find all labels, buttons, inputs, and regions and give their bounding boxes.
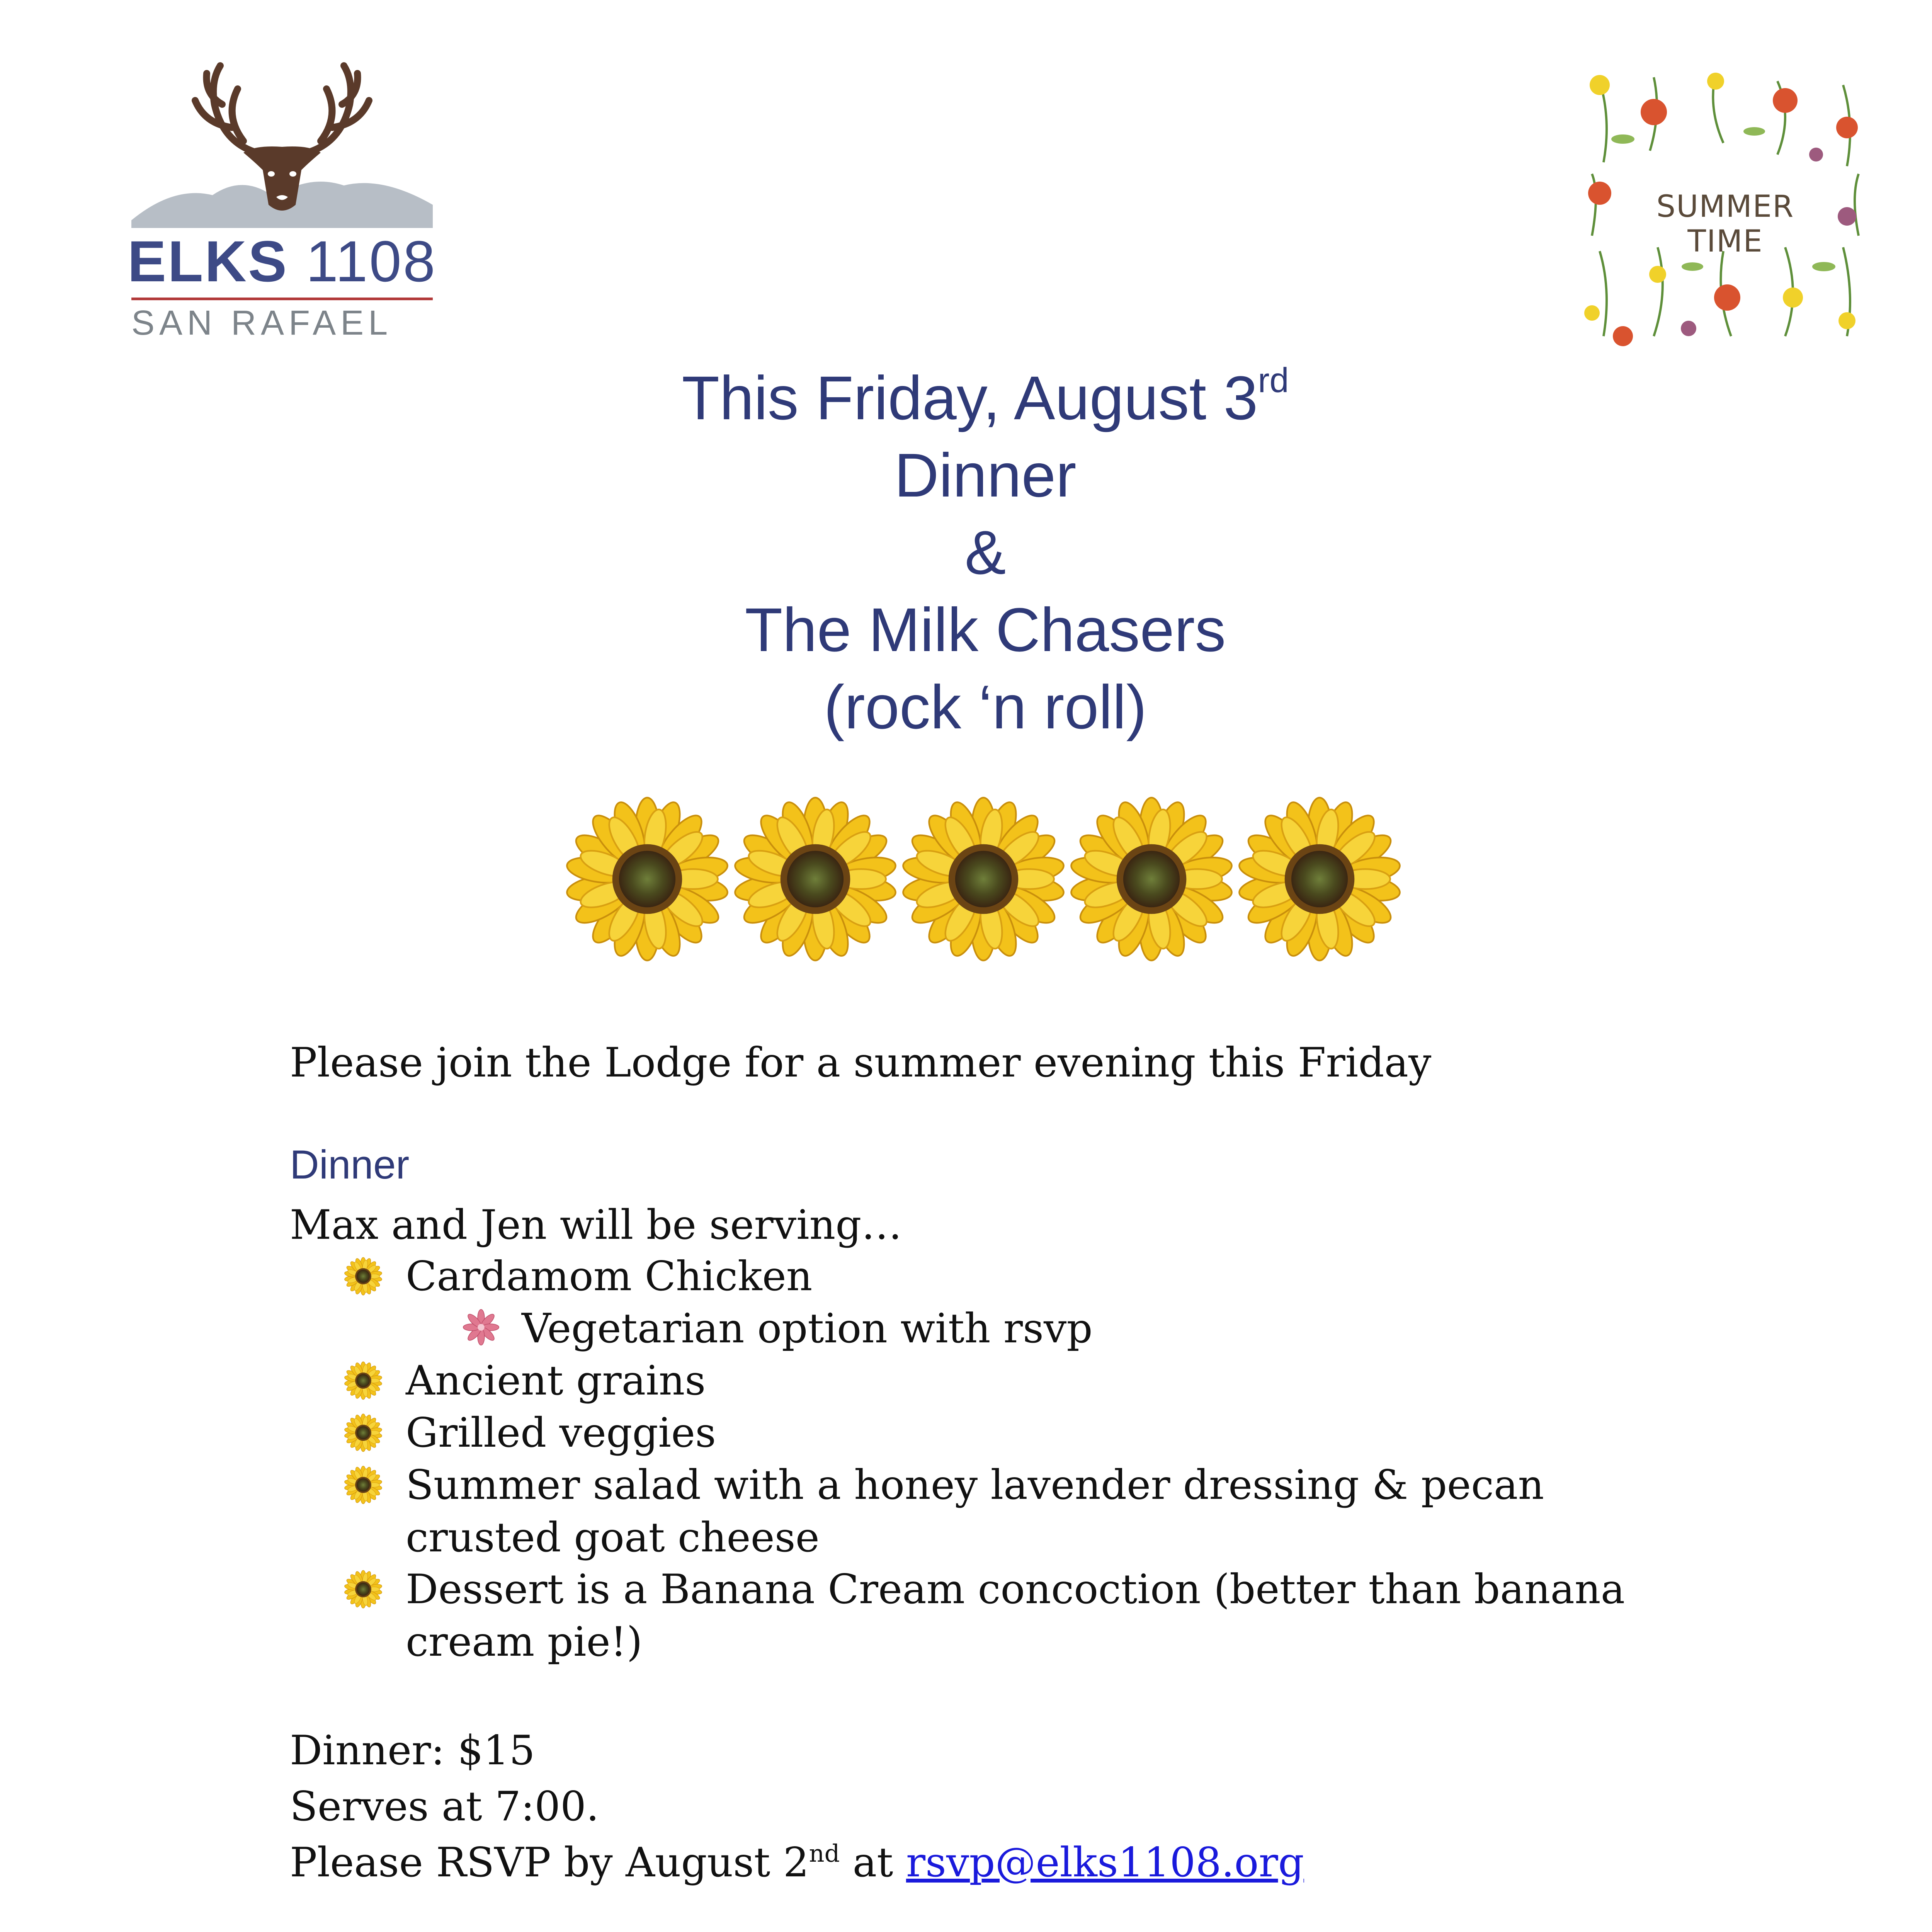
logo-location: SAN RAFAEL <box>131 304 393 342</box>
sunflower-bullet-icon <box>344 1257 383 1296</box>
headline-ampersand: & <box>964 518 1006 587</box>
dinner-price: Dinner: $15 <box>290 1727 535 1774</box>
sunflower-bullet-icon <box>344 1361 383 1400</box>
sunflower-bullet-icon <box>344 1570 383 1609</box>
sunflower-icon <box>732 796 898 962</box>
pink-flower-bullet-icon <box>460 1306 502 1349</box>
elk-head-icon <box>128 58 437 228</box>
summer-time-label: SUMMER TIME <box>1656 189 1794 259</box>
headline-genre: (rock ‘n roll) <box>824 672 1147 742</box>
intro-text: Please join the Lodge for a summer evening this Friday <box>290 1039 1432 1086</box>
dinner-lead: Max and Jen will be serving… <box>290 1201 902 1248</box>
sunflower-bullet-icon <box>344 1466 383 1504</box>
sunflower-icon <box>1068 796 1235 962</box>
logo-wordmark: ELKS 1108 <box>128 229 437 294</box>
sunflower-row <box>564 796 1406 962</box>
logo-divider <box>131 298 433 300</box>
headline-date: This Friday, August 3rd <box>682 361 1289 432</box>
sunflower-icon <box>1236 796 1403 962</box>
sunflower-icon <box>900 796 1066 962</box>
event-headline <box>0 359 1932 746</box>
summer-time-illustration <box>1577 66 1874 348</box>
rsvp-line: Please RSVP by August 2nd at rsvp@elks1108.org <box>290 1839 1304 1886</box>
dinner-heading: Dinner <box>290 1142 410 1187</box>
rsvp-email-link[interactable]: rsvp@elks1108.org <box>906 1839 1304 1886</box>
serving-time: Serves at 7:00. <box>290 1783 599 1830</box>
headline-band: The Milk Chasers <box>745 595 1226 664</box>
sunflower-bullet-icon <box>344 1413 383 1452</box>
sunflower-icon <box>564 796 730 962</box>
headline-dinner: Dinner <box>894 440 1077 510</box>
elks-logo <box>128 58 437 342</box>
